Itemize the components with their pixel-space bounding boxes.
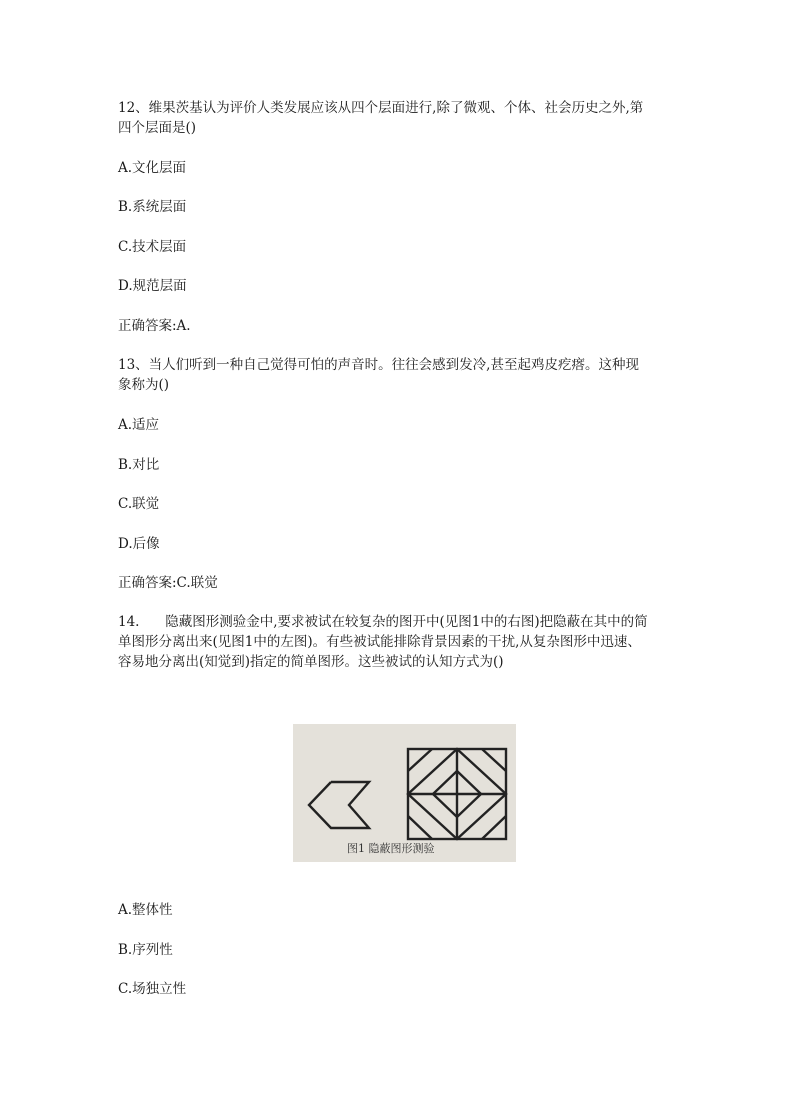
question-13-option-c: C.联觉: [118, 496, 160, 512]
question-13-line2: 象称为(): [118, 377, 170, 393]
question-14-line1: 14. 隐藏图形测验金中,要求被试在较复杂的图开中(见图1中的右图)把隐蔽在其中的简: [118, 614, 648, 630]
question-13-option-d: D.后像: [118, 536, 160, 552]
question-13-line1: 13、当人们听到一种自己觉得可怕的声音时。往往会感到发冷,甚至起鸡皮疙瘩。这种现: [118, 357, 639, 373]
question-14-option-c: C.场独立性: [118, 981, 187, 997]
question-13-answer: 正确答案:C.联觉: [118, 575, 218, 591]
question-13-option-b: B.对比: [118, 457, 160, 473]
question-12-line1: 12、维果茨基认为评价人类发展应该从四个层面进行,除了微观、个体、社会历史之外,第: [118, 100, 644, 116]
question-12-option-a: A.文化层面: [118, 160, 187, 176]
question-13-option-a: A.适应: [118, 417, 160, 433]
question-14-line2: 单图形分离出来(见图1中的左图)。有些被试能排除背景因素的干扰,从复杂图形中迅速、: [118, 634, 641, 650]
question-12-option-c: C.技术层面: [118, 239, 187, 255]
question-14-option-b: B.序列性: [118, 942, 173, 958]
question-12-answer: 正确答案:A.: [118, 318, 191, 334]
question-14-option-a: A.整体性: [118, 902, 173, 918]
hidden-figure-drawing: [293, 724, 516, 862]
hidden-figure-test-image: [293, 724, 516, 862]
question-12-line2: 四个层面是(): [118, 120, 197, 136]
figure-caption: 图1 隐蔽图形测验: [347, 842, 435, 855]
simple-chevron-shape: [309, 782, 369, 828]
question-12-option-b: B.系统层面: [118, 199, 187, 215]
question-12-option-d: D.规范层面: [118, 278, 187, 294]
complex-grid-shape: [408, 749, 506, 839]
question-14-line3: 容易地分离出(知觉到)指定的简单图形。这些被试的认知方式为(): [118, 654, 504, 670]
